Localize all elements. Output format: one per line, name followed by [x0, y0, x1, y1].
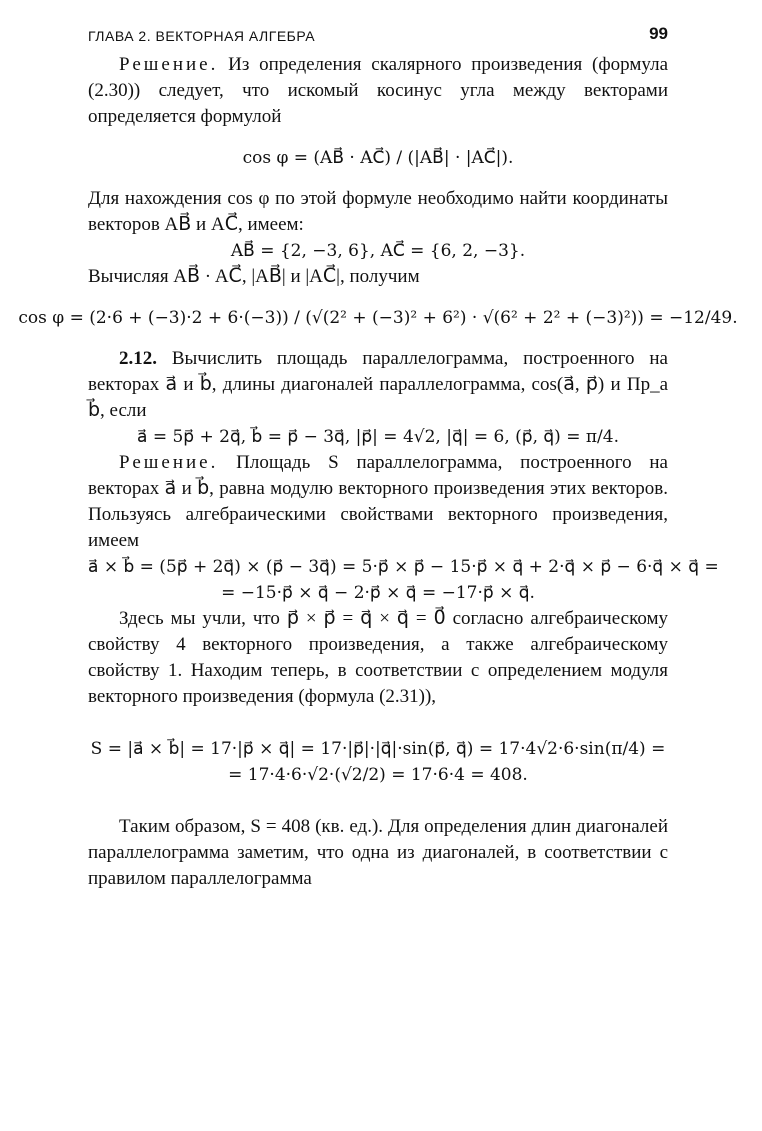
spacer — [88, 710, 668, 736]
formula-cross-product-line-2: = −15·p⃗ × q⃗ − 2·p⃗ × q⃗ = −17·p⃗ × q⃗. — [221, 583, 535, 603]
problem-2-12-paragraph — [88, 346, 668, 424]
page-header — [88, 22, 668, 52]
formula-cos-value-block — [18, 290, 738, 346]
problem-text: Вычислить площадь параллелограмма, построенного на векторах a⃗ и b⃗, длины диагоналей параллелограмма, cos(a⃗, p⃗) и Пр_a b⃗, если — [88, 348, 668, 421]
formula-cos-definition: cos φ = (AB⃗ · AC⃗) / (|AB⃗| · |AC⃗|). — [242, 148, 514, 168]
formula-cos-value: cos φ = (2·6 + (−3)·2 + 6·(−3)) / (√(2² + (−3)² + 6²) · √(6² + 2² + (−3)²)) = −12/49. — [18, 308, 738, 328]
solution-1-text: Из определения скалярного произведения (формула (2.30)) следует, что искомый косинус угла между векторами определяется формулой — [88, 54, 668, 127]
solution-label: Решение. — [119, 452, 219, 473]
formula-cross-product-line-1: a⃗ × b⃗ = (5p⃗ + 2q⃗) × (p⃗ − 3q⃗) = 5·p⃗ × p⃗ − 15·p⃗ × q⃗ + 2·q⃗ × p⃗ − 6·q⃗ × q⃗ = — [88, 557, 719, 577]
paragraph-conclusion: Таким образом, S = 408 (кв. ед.). Для определения длин диагоналей параллелограмма заметим, что одна из диагоналей, в соответствии с правилом параллелограмма — [88, 816, 668, 889]
paragraph-compute: Вычисляя AB⃗ · AC⃗, |AB⃗| и |AC⃗|, получим — [88, 266, 420, 287]
page-number: 99 — [649, 24, 668, 43]
formula-cos-definition-block — [88, 130, 668, 186]
paragraph-find-coordinates: Для нахождения cos φ по этой формуле необходимо найти координаты векторов AB⃗ и AC⃗, имеем: — [88, 188, 668, 235]
book-page — [18, 22, 738, 892]
solution-1-paragraph — [88, 52, 668, 130]
solution-2-text: Площадь S параллелограмма, построенного на векторах a⃗ и b⃗, равна модулю векторного произведения этих векторов. Пользуясь алгебраическими свойствами векторного произведения, имеем — [88, 452, 668, 551]
solution-label: Решение. — [119, 54, 219, 75]
solution-2-paragraph — [88, 450, 668, 554]
formula-vectors: AB⃗ = {2, −3, 6}, AC⃗ = {6, 2, −3}. — [230, 241, 526, 261]
paragraph-here-we-used: Здесь мы учли, что p⃗ × p⃗ = q⃗ × q⃗ = 0⃗ согласно алгебраическому свойству 4 векторного произведения, а также алгебраическому свойству 1. Находим теперь, в соответствии с определением модуля векторного произведения (формула (2.31)), — [88, 608, 668, 707]
formula-area-line-1: S = |a⃗ × b⃗| = 17·|p⃗ × q⃗| = 17·|p⃗|·|q⃗|·sin(p⃗, q⃗) = 17·4√2·6·sin(π/4) = — [90, 739, 666, 759]
spacer — [88, 788, 668, 814]
running-head: ГЛАВА 2. ВЕКТОРНАЯ АЛГЕБРА — [88, 28, 316, 44]
formula-area-line-2: = 17·4·6·√2·(√2/2) = 17·6·4 = 408. — [228, 765, 528, 785]
problem-number: 2.12. — [119, 348, 157, 369]
formula-given: a⃗ = 5p⃗ + 2q⃗, b⃗ = p⃗ − 3q⃗, |p⃗| = 4√2, |q⃗| = 6, (p⃗, q⃗) = π/4. — [137, 427, 619, 447]
